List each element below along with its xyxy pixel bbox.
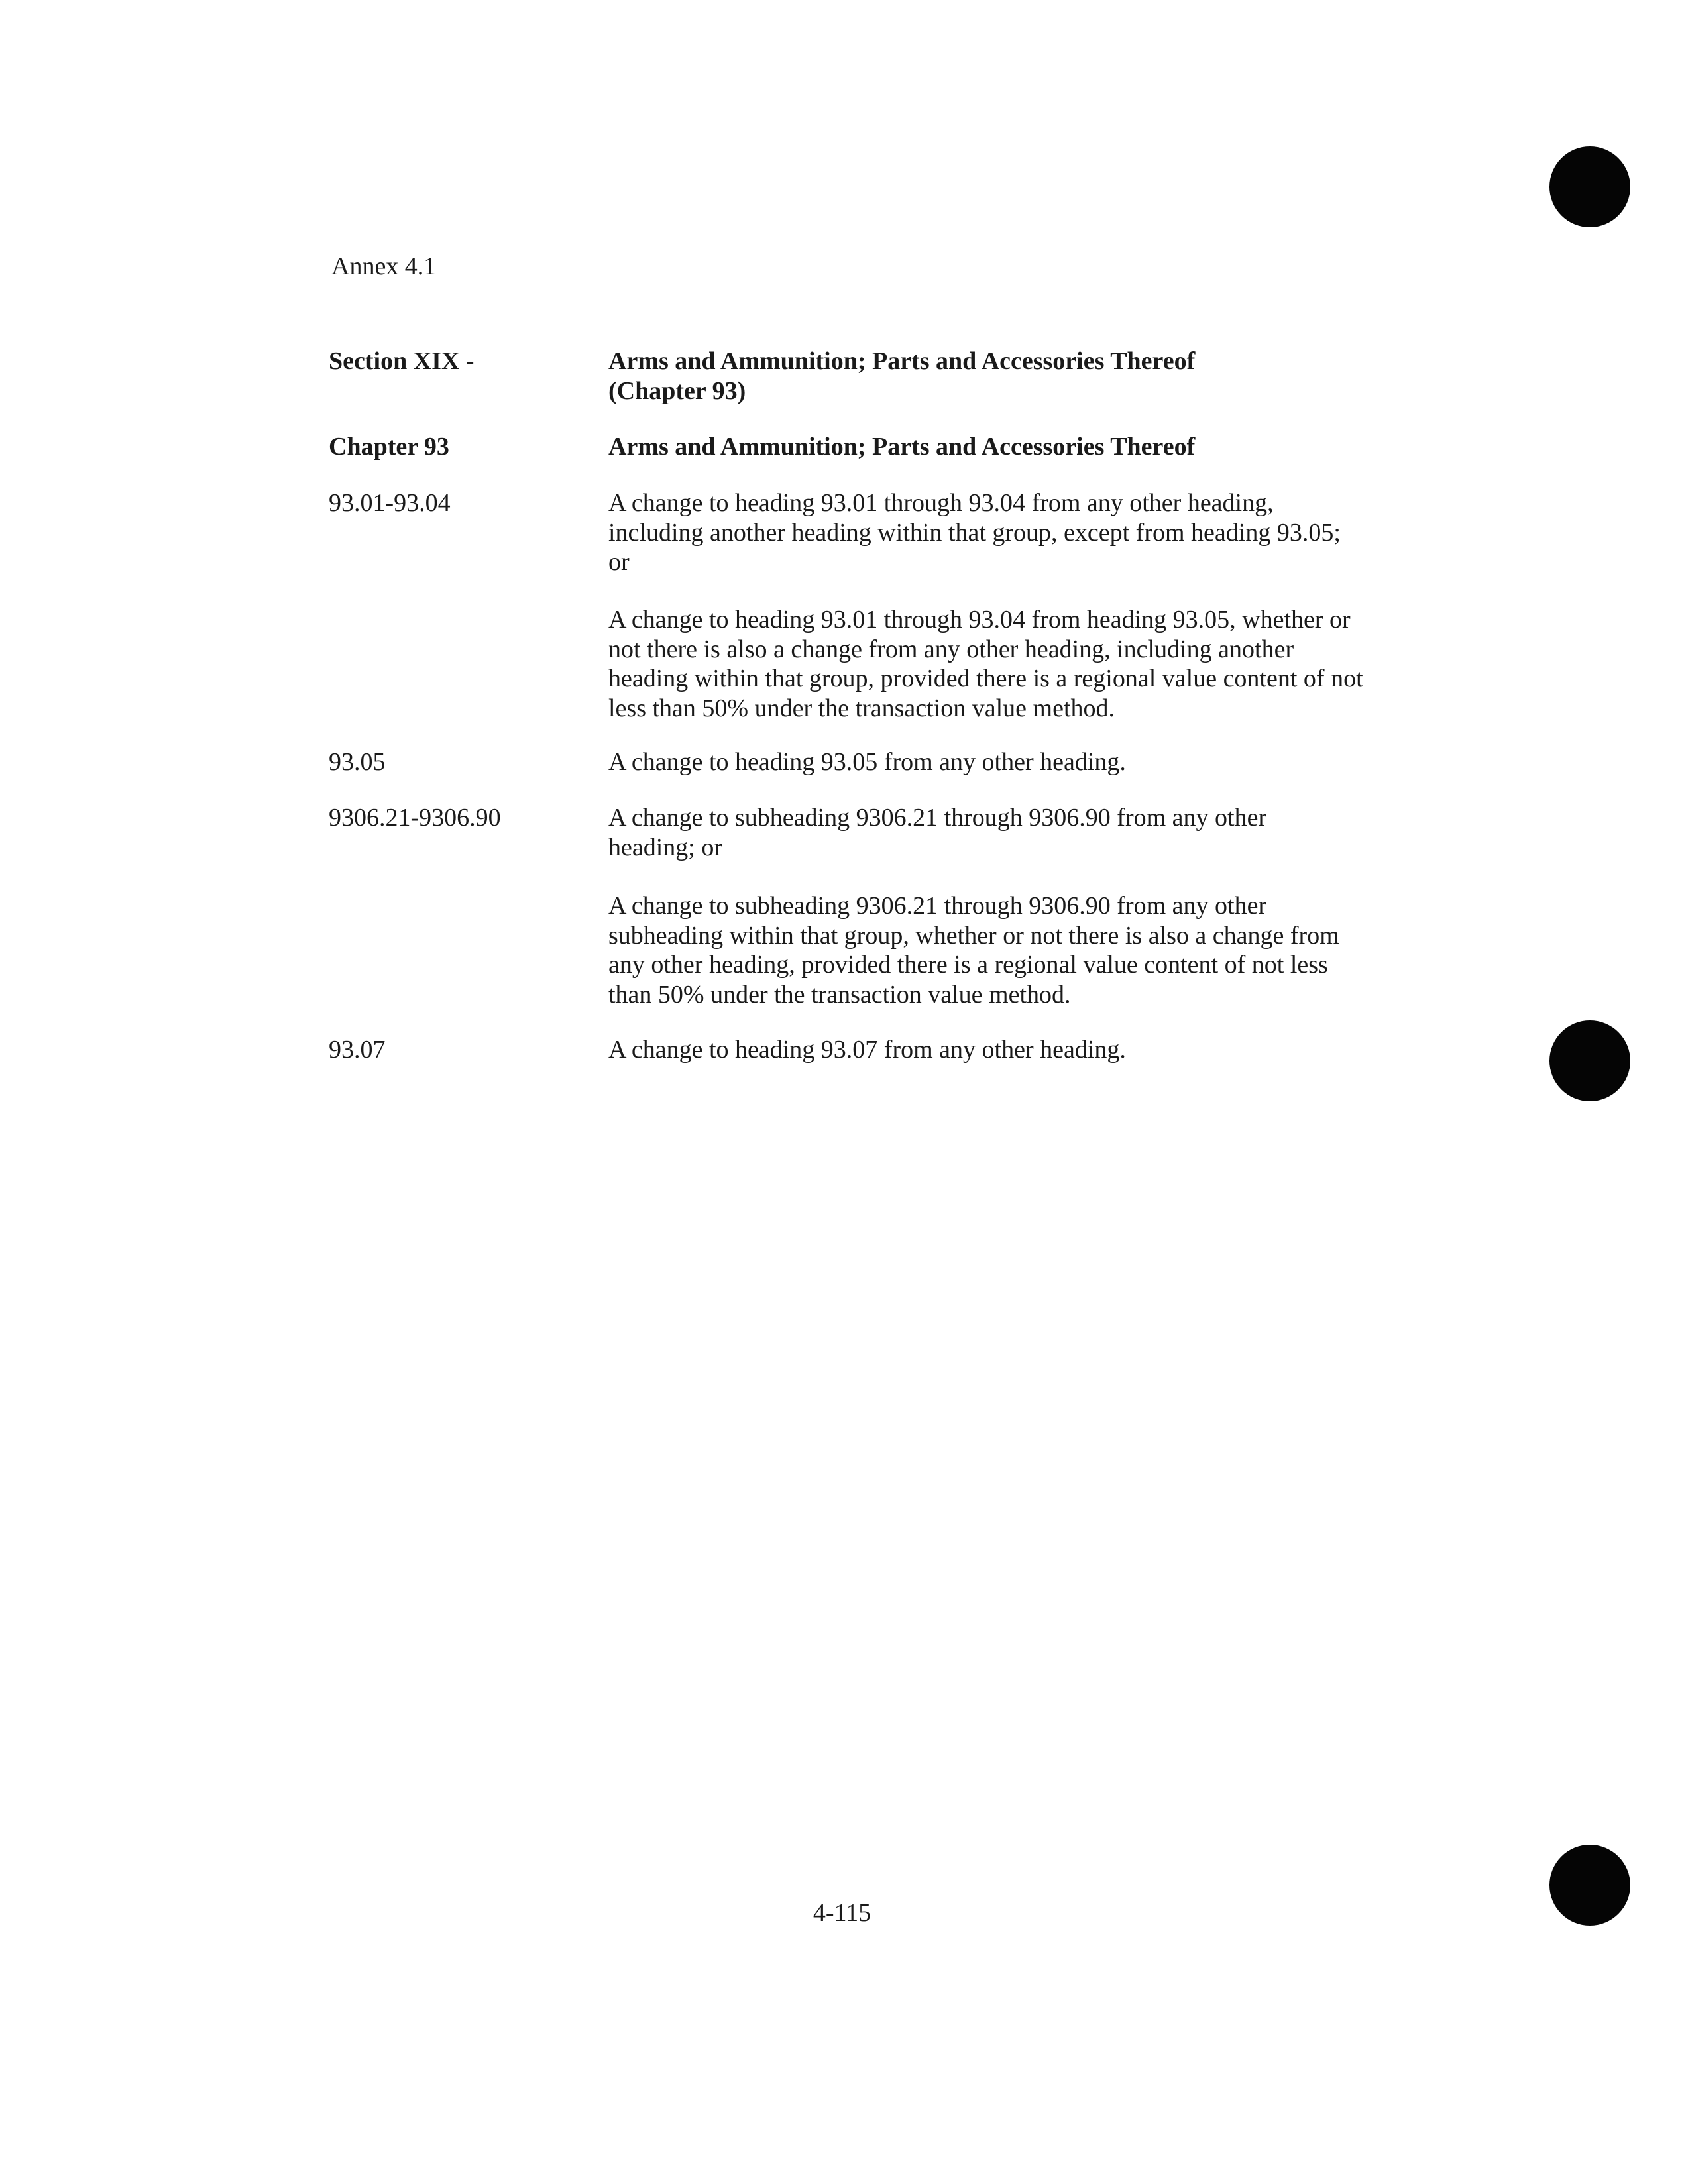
annex-label: Annex 4.1 — [331, 252, 437, 280]
rule-heading: 9306.21-9306.90 — [329, 804, 501, 832]
rule-paragraph: A change to subheading 9306.21 through 9306.90 from any other subheading within that group, whether or not there is also a change from any other heading, provided there is a regional value content of not less than 50% under the transaction value method. — [608, 892, 1339, 1009]
section-title: Arms and Ammunition; Parts and Accessories Thereof (Chapter 93) — [608, 347, 1196, 405]
chapter-label: Chapter 93 — [329, 433, 449, 461]
rule-paragraph: A change to heading 93.01 through 93.04 from any other heading, including another heading within that group, except from heading 93.05; or — [608, 489, 1341, 576]
binder-hole-middle — [1549, 1020, 1630, 1101]
section-label: Section XIX - — [329, 347, 475, 375]
rule-paragraph: A change to heading 93.01 through 93.04 from heading 93.05, whether or not there is also a change from any other heading, including another heading within that group, provided there is a regional value content of not less than 50% under the transaction value method. — [608, 606, 1363, 722]
rule-paragraph: A change to heading 93.07 from any other heading. — [608, 1036, 1126, 1064]
rule-heading: 93.05 — [329, 748, 386, 776]
page-number: 4-115 — [813, 1899, 871, 1927]
rule-heading: 93.01-93.04 — [329, 489, 451, 517]
rule-heading: 93.07 — [329, 1036, 386, 1064]
rule-paragraph: A change to heading 93.05 from any other heading. — [608, 748, 1126, 776]
binder-hole-top — [1549, 146, 1630, 227]
rule-paragraph: A change to subheading 9306.21 through 9306.90 from any other heading; or — [608, 804, 1267, 861]
chapter-title: Arms and Ammunition; Parts and Accessories Thereof — [608, 433, 1196, 461]
